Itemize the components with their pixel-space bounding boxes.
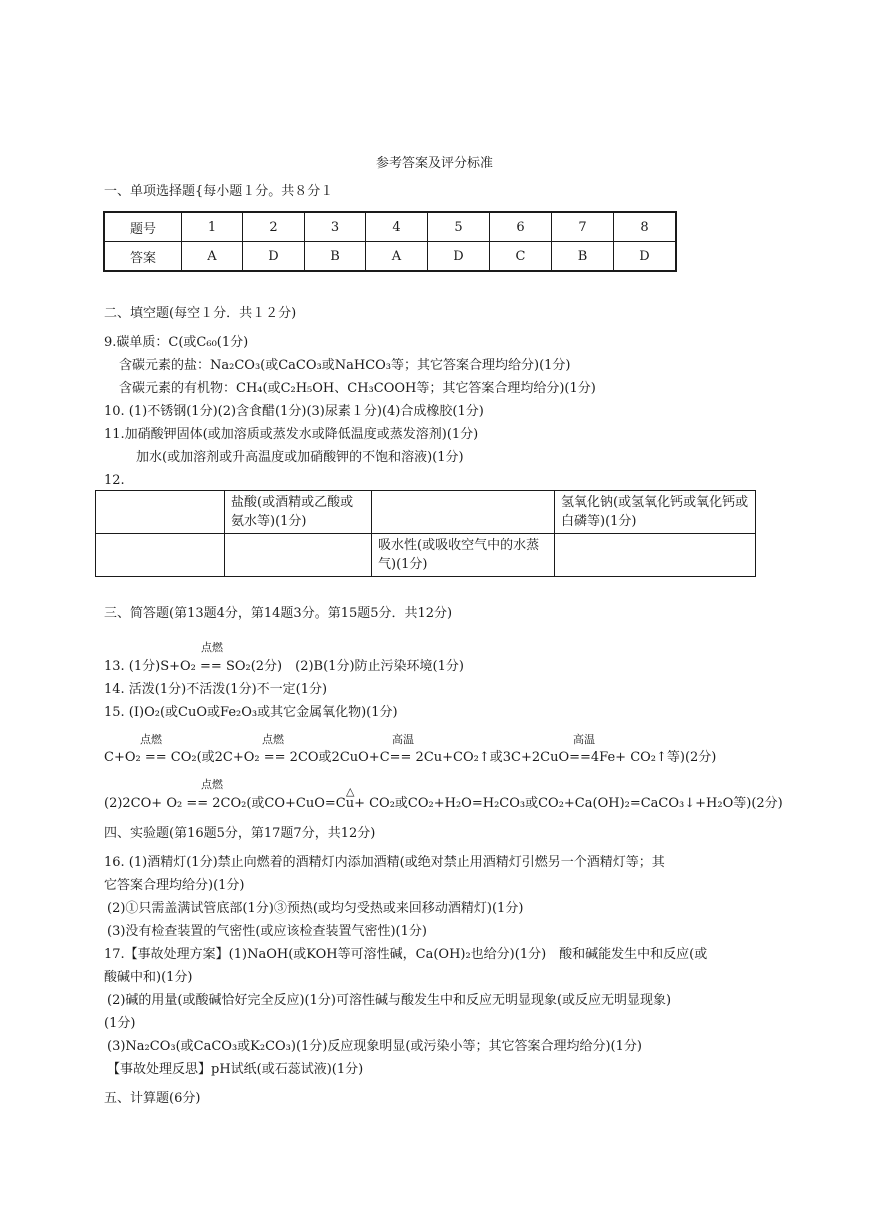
section4-heading: 四、实验题(第16题5分，第17题7分，共12分) [104, 826, 376, 841]
section5-heading: 五、计算题(6分) [104, 1091, 201, 1106]
q17-line5: (3)Na₂CO₃(或CaCO₃或K₂CO₃)(1分)反应现象明显(或污染小等；其它答案合理均给分)(1分) [107, 1039, 642, 1054]
table-cell: D [614, 242, 677, 272]
table-cell: B [552, 242, 614, 272]
q17-line4: (1分) [104, 1016, 136, 1031]
q11-line2: 加水(或加溶剂或升高温度或加硝酸钾的不饱和溶液)(1分) [136, 450, 464, 465]
q16-line3: (2)①只需盖满试管底部(1分)③预热(或均匀受热或来回移动酒精灯)(1分) [107, 901, 524, 916]
table-cell: A [182, 242, 243, 272]
condition-label: 高温 [392, 733, 414, 746]
q14: 14. 活泼(1分)不活泼(1分)不一定(1分) [104, 682, 328, 697]
table-cell: C [490, 242, 552, 272]
q17-line1: 17.【事故处理方案】(1)NaOH(或KOH等可溶性碱，Ca(OH)₂也给分)(1分) 酸和碱能发生中和反应(或 [104, 947, 708, 962]
table-cell: 7 [552, 212, 614, 242]
table-row [96, 534, 756, 577]
q16-line2: 它答案合理均给分)(1分) [104, 878, 245, 893]
table-cell: 氢氧化钠(或氢氧化钙或氧化钙或白磷等)(1分) [555, 491, 756, 534]
q12-label: 12. [104, 473, 125, 488]
condition-label: 点燃 [201, 778, 223, 791]
table-cell [96, 534, 225, 577]
table-cell: 6 [490, 212, 552, 242]
section3-heading: 三、简答题(第13题4分，第14题3分。第15题5分．共12分) [104, 606, 453, 621]
q9-line1: 9.碳单质：C(或C₆₀(1分) [104, 335, 249, 350]
condition-label: 点燃 [201, 641, 223, 654]
section2-heading: 二、填空题(每空１分．共１２分) [104, 306, 297, 321]
heat-triangle-icon: △ [346, 785, 355, 798]
table-row [96, 491, 756, 534]
table-cell: 吸水性(或吸收空气中的水蒸气)(1分) [372, 534, 555, 577]
table-cell: 2 [243, 212, 305, 242]
q15-equation2: (2)2CO+ O₂ == 2CO₂(或CO+CuO=Cu+ CO₂或CO₂+H₂O=H₂CO₃或CO₂+Ca(OH)₂=CaCO₃↓+H₂O等)(2分) [104, 796, 783, 811]
condition-label: 点燃 [140, 733, 162, 746]
table-cell: D [428, 242, 490, 272]
table-cell [555, 534, 756, 577]
condition-label: 高温 [573, 733, 595, 746]
q11-line1: 11.加硝酸钾固体(或加溶质或蒸发水或降低温度或蒸发溶剂)(1分) [104, 427, 479, 442]
table-cell [372, 491, 555, 534]
table-cell: 3 [305, 212, 366, 242]
table-cell: 4 [366, 212, 428, 242]
answer-table [103, 211, 677, 272]
table-cell: 盐酸(或酒精或乙酸或氨水等)(1分) [225, 491, 372, 534]
q12-table [95, 490, 756, 577]
q17-line6: 【事故处理反思】pH试纸(或石蕊试液)(1分) [107, 1062, 364, 1077]
q17-line2: 酸碱中和)(1分) [104, 970, 193, 985]
table-row [104, 212, 676, 242]
table-cell: A [366, 242, 428, 272]
table-cell: B [305, 242, 366, 272]
row-label-answer: 答案 [104, 242, 182, 272]
q16-line1: 16. (1)酒精灯(1分)禁止向燃着的酒精灯内添加酒精(或绝对禁止用酒精灯引燃另一个酒精灯等；其 [104, 855, 665, 870]
q13: 13. (1分)S+O₂ == SO₂(2分) (2)B(1分)防止污染环境(1分) [104, 659, 464, 674]
table-cell [225, 534, 372, 577]
row-label-number: 题号 [104, 212, 182, 242]
q10: 10. (1)不锈钢(1分)(2)含食醋(1分)(3)尿素１分)(4)合成橡胶(1分) [104, 404, 484, 419]
section1-heading: 一、单项选择题{每小题１分。共８分１ [104, 184, 334, 199]
q9-line2: 含碳元素的盐：Na₂CO₃(或CaCO₃或NaHCO₃等；其它答案合理均给分)(1分) [119, 358, 571, 373]
table-cell: 1 [182, 212, 243, 242]
table-cell: 8 [614, 212, 677, 242]
table-cell [96, 491, 225, 534]
condition-label: 点燃 [262, 733, 284, 746]
table-cell: D [243, 242, 305, 272]
table-cell: 5 [428, 212, 490, 242]
q15-equation1: C+O₂ == CO₂(或2C+O₂ == 2CO或2CuO+C== 2Cu+CO₂↑或3C+2CuO==4Fe+ CO₂↑等)(2分) [104, 750, 717, 765]
q17-line3: (2)碱的用量(或酸碱恰好完全反应)(1分)可溶性碱与酸发生中和反应无明显现象(或反应无明显现象) [107, 993, 672, 1008]
q9-line3: 含碳元素的有机物：CH₄(或C₂H₅OH、CH₃COOH等；其它答案合理均给分)(1分) [119, 381, 596, 396]
page-title: 参考答案及评分标准 [375, 156, 493, 171]
q15: 15. (I)O₂(或CuO或Fe₂O₃或其它金属氧化物)(1分) [104, 705, 398, 720]
table-row [104, 242, 676, 272]
q16-line4: (3)没有检查装置的气密性(或应该检查装置气密性)(1分) [107, 924, 427, 939]
